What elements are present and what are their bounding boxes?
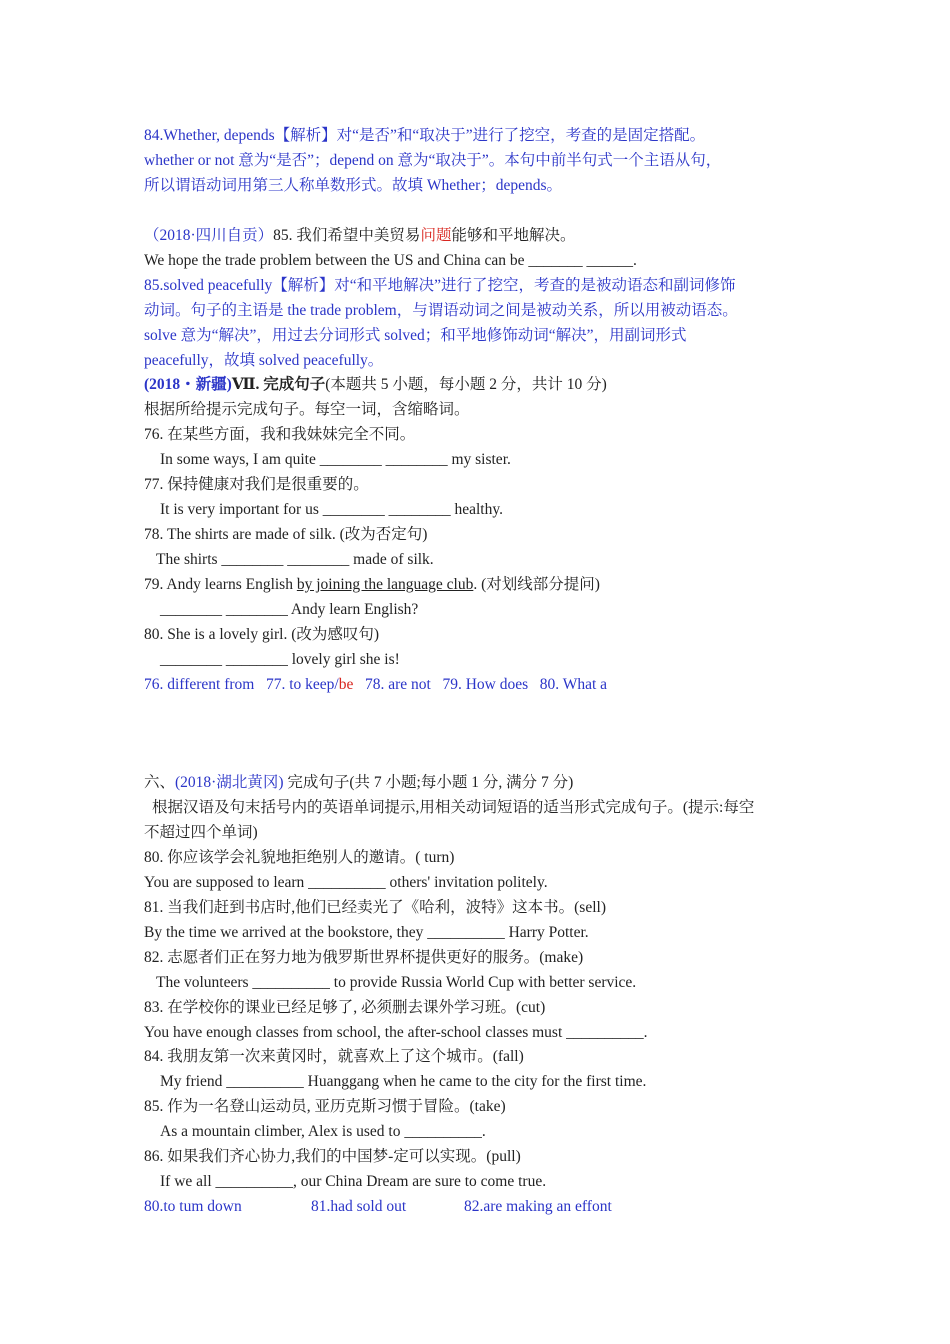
question-80-english: ________ ________ lovely girl she is! (160, 651, 400, 668)
question-79-prompt (144, 575, 600, 595)
question-76-english: In some ways, I am quite ________ ________ my sister. (160, 451, 511, 468)
question-86-english: If we all __________, our China Dream are sure to come true. (160, 1173, 547, 1190)
question-80-prompt: 80. She is a lovely girl. (改为感叹句) (144, 626, 380, 643)
question-79-prompt-end: . (对划线部分提问) (473, 576, 600, 593)
section-7-scoring: (本题共 5 小题，每小题 2 分，共计 10 分) (325, 376, 607, 393)
question-77-chinese: 77. 保持健康对我们是很重要的。 (144, 476, 369, 493)
question-85-highlight: 问题 (420, 227, 452, 244)
section-7-answers-end: 78. are not 79. How does 80. What a (353, 676, 608, 693)
question-78-english: The shirts ________ ________ made of silk. (156, 551, 434, 568)
question-79-english: ________ ________ Andy learn English? (160, 601, 419, 618)
section-7-answers-start: 76. different from 77. to keep/ (144, 676, 339, 693)
section-6-heading (144, 773, 573, 793)
section-6-instruction-2: 不超过四个单词) (144, 824, 258, 841)
question-84-chinese: 84. 我朋友第一次来黄冈时，就喜欢上了这个城市。(fall) (144, 1048, 524, 1065)
question-84-english: My friend __________ Huanggang when he came to the city for the first time. (160, 1073, 647, 1090)
answer-85-line-1: 85.solved peacefully【解析】对“和平地解决”进行了挖空，考查的是被动语态和副词修饰 (144, 277, 736, 294)
question-81-chinese: 81. 当我们赶到书店时,他们已经卖光了《哈利，波特》这本书。(sell) (144, 899, 606, 916)
question-85-prompt-end: 能够和平地解决。 (451, 227, 576, 244)
section-6-answer-80: 80.to tum down (144, 1198, 242, 1215)
question-85-prompt-text: 85. 我们希望中美贸易 (273, 227, 421, 244)
section-7-instruction: 根据所给提示完成句子。每空一词，含缩略词。 (144, 401, 470, 418)
section-7-answers (144, 675, 607, 695)
answer-84-line-3: 所以谓语动词用第三人称单数形式。故填 Whether；depends。 (144, 177, 563, 194)
section-7-title: Ⅶ. 完成句子 (231, 376, 326, 393)
question-76-chinese: 76. 在某些方面，我和我妹妹完全不同。 (144, 426, 416, 443)
section-7-source: (2018・新疆) (144, 376, 232, 393)
question-79-underlined-phrase: by joining the language club (296, 576, 474, 593)
question-83-english: You have enough classes from school, the after-school classes must __________. (144, 1024, 648, 1041)
question-79-prompt-start: 79. Andy learns English (144, 576, 297, 593)
section-7-heading (144, 375, 607, 395)
section-6-title: 完成句子(共 7 小题;每小题 1 分, 满分 7 分) (283, 774, 574, 791)
section-6-answer-82: 82.are making an effont (464, 1198, 612, 1215)
section-7-answers-alt: be (338, 676, 354, 693)
question-85-source: （2018·四川自贡） (144, 227, 274, 244)
section-6-source: (2018·湖北黄冈) (175, 774, 284, 791)
question-82-english: The volunteers __________ to provide Russia World Cup with better service. (156, 974, 637, 991)
question-85-sentence: We hope the trade problem between the US and China can be _______ ______. (144, 252, 637, 269)
question-80b-english: You are supposed to learn __________ others' invitation politely. (144, 874, 548, 891)
answer-85-line-2: 动词。句子的主语是 the trade problem，与谓语动词之间是被动关系，所以用被动语态。 (144, 302, 738, 319)
question-81-english: By the time we arrived at the bookstore, they __________ Harry Potter. (144, 924, 589, 941)
answer-85-line-4: peacefully，故填 solved peacefully。 (144, 352, 384, 369)
section-6-instruction-1: 根据汉语及句末括号内的英语单词提示,用相关动词短语的适当形式完成句子。(提示:每空 (152, 799, 755, 816)
question-77-english: It is very important for us ________ ________ healthy. (160, 501, 503, 518)
section-6-answer-81: 81.had sold out (311, 1198, 407, 1215)
question-85b-chinese: 85. 作为一名登山运动员, 亚历克斯习惯于冒险。(take) (144, 1098, 506, 1115)
question-78-prompt: 78. The shirts are made of silk. (改为否定句) (144, 526, 428, 543)
question-82-chinese: 82. 志愿者们正在努力地为俄罗斯世界杯提供更好的服务。(make) (144, 949, 584, 966)
section-6-number: 六、 (144, 774, 176, 791)
question-85-prompt (144, 226, 575, 246)
question-80b-chinese: 80. 你应该学会礼貌地拒绝别人的邀请。( turn) (144, 849, 455, 866)
question-83-chinese: 83. 在学校你的课业已经足够了, 必须删去课外学习班。(cut) (144, 999, 546, 1016)
question-86-chinese: 86. 如果我们齐心协力,我们的中国梦-定可以实现。(pull) (144, 1148, 521, 1165)
question-85b-english: As a mountain climber, Alex is used to __________. (160, 1123, 486, 1140)
answer-85-line-3: solve 意为“解决”，用过去分词形式 solved；和平地修饰动词“解决”，用副词形式 (144, 327, 687, 344)
answer-84-line-2: whether or not 意为“是否”；depend on 意为“取决于”。本句中前半句式一个主语从句， (144, 152, 722, 169)
answer-84-line-1: 84.Whether, depends【解析】对“是否”和“取决于”进行了挖空，考查的是固定搭配。 (144, 127, 706, 144)
